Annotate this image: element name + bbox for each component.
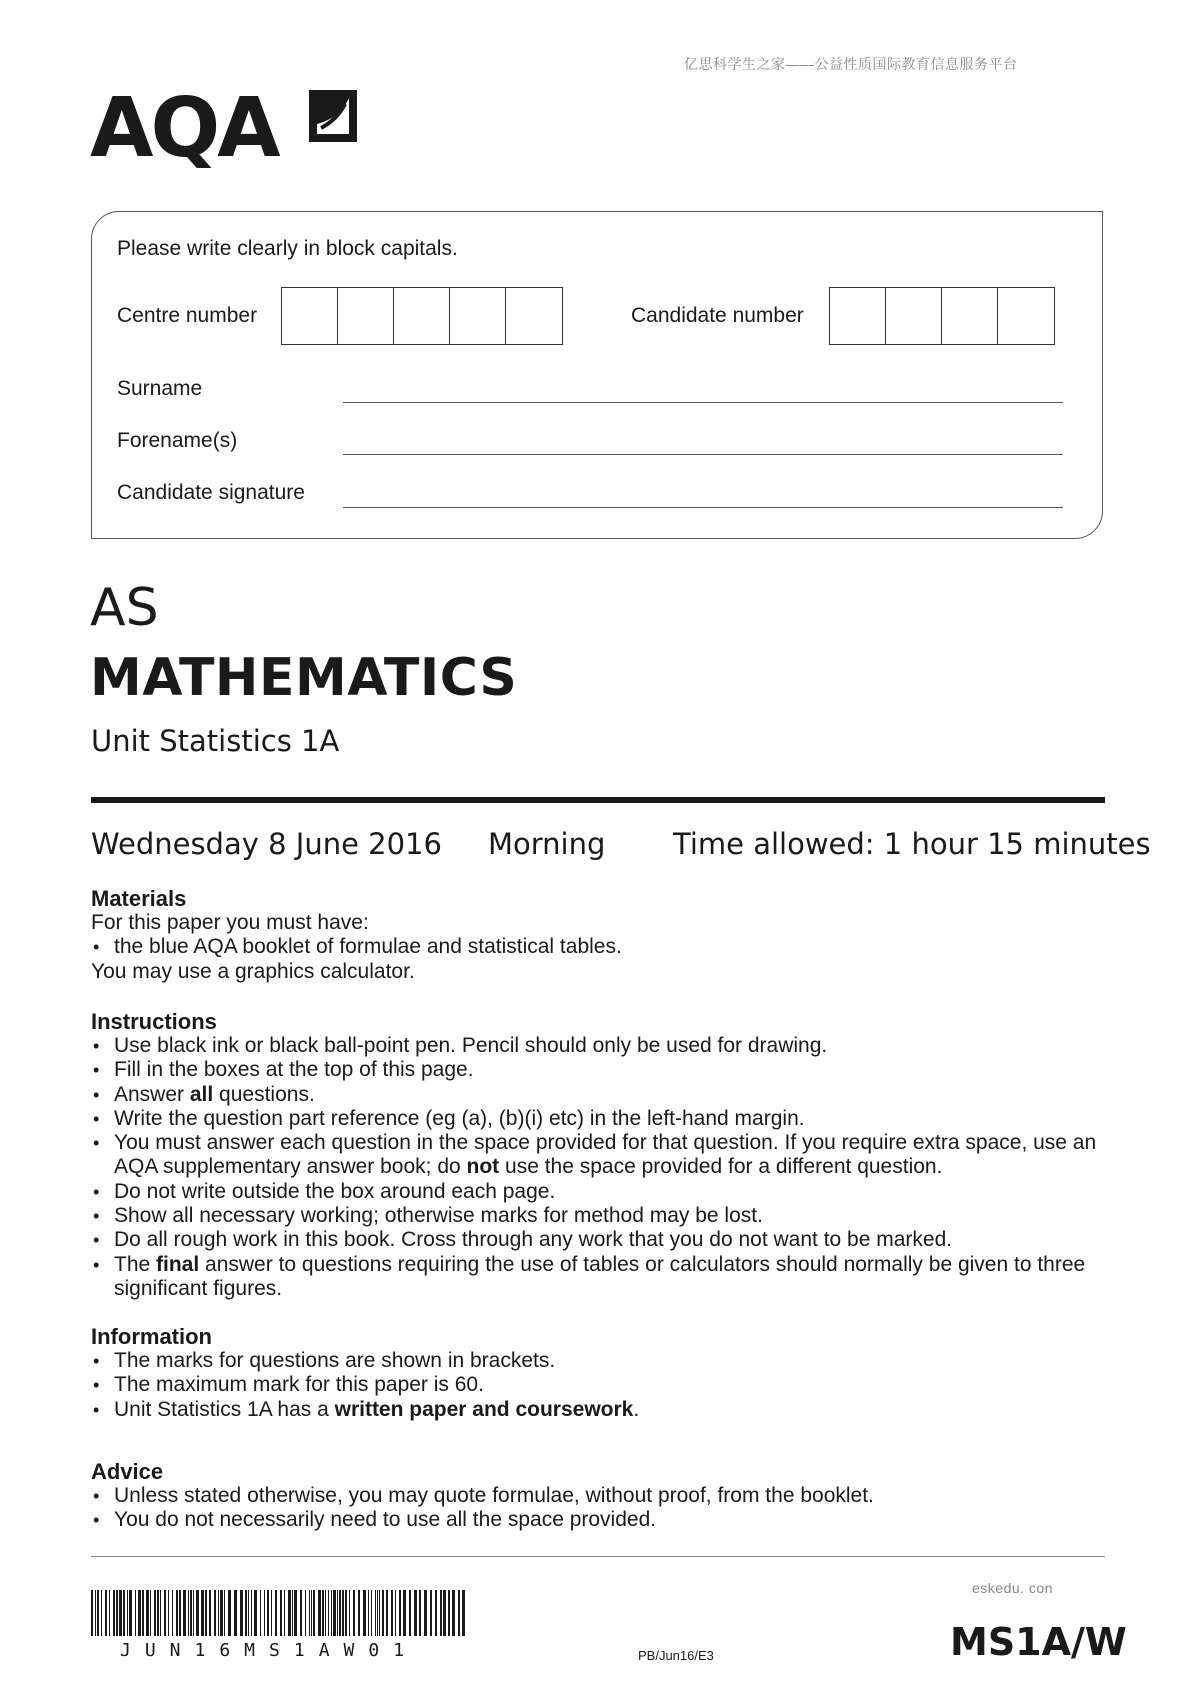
list-item: • Write the question part reference (eg (a), (b)(i) etc) in the left-hand margin. xyxy=(91,1107,1101,1131)
aqa-logo xyxy=(90,81,278,176)
list-item: • The maximum mark for this paper is 60. xyxy=(91,1373,1101,1397)
subject-title: MATHEMATICS xyxy=(90,648,518,708)
signature-label: Candidate signature xyxy=(117,481,305,504)
surname-label: Surname xyxy=(117,377,203,400)
list-item: • The final answer to questions requiring the use of tables or calculators should normally be given to three significant figures. xyxy=(91,1253,1101,1302)
centre-number-digit-box[interactable] xyxy=(282,288,338,344)
candidate-number-label: Candidate number xyxy=(631,304,804,327)
block-capitals-instruction: Please write clearly in block capitals. xyxy=(117,237,458,260)
materials-intro: For this paper you must have: xyxy=(91,911,369,934)
instructions-list xyxy=(91,1034,1101,1301)
candidate-number-boxes[interactable] xyxy=(829,287,1055,345)
materials-section xyxy=(91,886,1101,984)
print-code: PB/Jun16/E3 xyxy=(638,1648,714,1663)
list-item: • Show all necessary working; otherwise marks for method may be lost. xyxy=(91,1204,1101,1228)
materials-heading: Materials xyxy=(91,886,187,911)
advice-list xyxy=(91,1484,1101,1533)
list-item: • You do not necessarily need to use all the space provided. xyxy=(91,1508,1101,1532)
information-section xyxy=(91,1324,1101,1422)
list-item: • the blue AQA booklet of formulae and statistical tables. xyxy=(91,935,1101,959)
logo-text: AQA xyxy=(90,81,278,176)
list-item: • The marks for questions are shown in brackets. xyxy=(91,1349,1101,1373)
information-heading: Information xyxy=(91,1324,212,1349)
centre-number-digit-box[interactable] xyxy=(506,288,562,344)
unit-title: Unit Statistics 1A xyxy=(91,724,340,758)
barcode-icon xyxy=(91,1590,471,1636)
forenames-field[interactable] xyxy=(343,454,1063,455)
candidate-number-digit-box[interactable] xyxy=(998,288,1054,344)
logo-mark-icon xyxy=(307,88,359,144)
surname-field[interactable] xyxy=(343,402,1063,403)
advice-heading: Advice xyxy=(91,1459,164,1484)
list-item: • Do all rough work in this book. Cross through any work that you do not want to be marked. xyxy=(91,1228,1101,1252)
exam-date: Wednesday 8 June 2016 xyxy=(91,827,442,861)
list-item: • Do not write outside the box around each page. xyxy=(91,1180,1101,1204)
centre-number-boxes[interactable] xyxy=(281,287,563,345)
site-watermark: eskedu. con xyxy=(972,1580,1053,1596)
exam-session: Morning xyxy=(488,827,606,861)
list-item: • You must answer each question in the space provided for that question. If you require extra space, use an AQA supplementary answer book; do not use the space provided for a different question. xyxy=(91,1131,1101,1180)
list-item: • Fill in the boxes at the top of this page. xyxy=(91,1058,1101,1082)
information-list xyxy=(91,1349,1101,1422)
barcode-text: JUN16MS1AW01 xyxy=(120,1640,419,1661)
centre-number-label: Centre number xyxy=(117,304,258,327)
centre-number-digit-box[interactable] xyxy=(450,288,506,344)
candidate-number-digit-box[interactable] xyxy=(942,288,998,344)
time-allowed: Time allowed: 1 hour 15 minutes xyxy=(673,827,1151,861)
paper-code: MS1A/W xyxy=(950,1620,1127,1664)
list-item: • Unless stated otherwise, you may quote formulae, without proof, from the booklet. xyxy=(91,1484,1101,1508)
centre-number-digit-box[interactable] xyxy=(394,288,450,344)
instructions-heading: Instructions xyxy=(91,1009,217,1034)
candidate-number-digit-box[interactable] xyxy=(830,288,886,344)
list-item: • Answer all questions. xyxy=(91,1083,1101,1107)
signature-field[interactable] xyxy=(343,507,1063,508)
forenames-label: Forename(s) xyxy=(117,429,238,452)
list-item: • Unit Statistics 1A has a written paper and coursework. xyxy=(91,1398,1101,1422)
advice-section xyxy=(91,1459,1101,1533)
instructions-section xyxy=(91,1009,1101,1301)
list-item: • Use black ink or black ball-point pen. Pencil should only be used for drawing. xyxy=(91,1034,1101,1058)
candidate-number-digit-box[interactable] xyxy=(886,288,942,344)
materials-list xyxy=(91,935,1101,959)
header-divider xyxy=(91,797,1105,803)
centre-number-digit-box[interactable] xyxy=(338,288,394,344)
footer-divider xyxy=(91,1556,1105,1557)
materials-note: You may use a graphics calculator. xyxy=(91,959,415,983)
watermark-text: 亿思科学生之家——公益性质国际教育信息服务平台 xyxy=(684,56,1018,72)
qualification-level: AS xyxy=(90,578,159,638)
candidate-details-box xyxy=(91,211,1103,539)
